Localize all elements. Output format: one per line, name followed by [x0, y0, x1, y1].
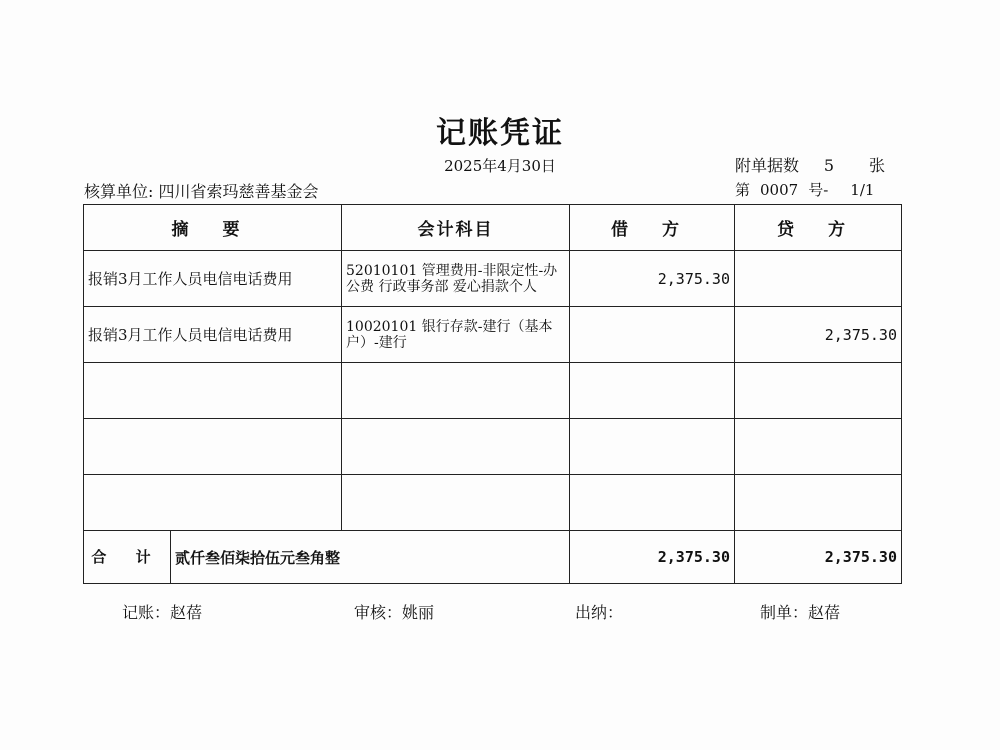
- empty-cell: [570, 475, 735, 531]
- entry-credit: [735, 251, 902, 307]
- voucher-number-value: 0007: [760, 181, 799, 199]
- empty-cell: [735, 419, 902, 475]
- footer-preparer: 制单：赵蓓: [760, 603, 841, 622]
- voucher-number-suffix: 号-: [808, 181, 829, 199]
- entry-account: 10020101 银行存款-建行（基本户）-建行: [342, 307, 570, 363]
- footer-bookkeeper: 记账：赵蓓: [122, 603, 203, 622]
- empty-cell: [84, 419, 342, 475]
- header-account: 会计科目: [342, 205, 570, 251]
- empty-cell: [735, 475, 902, 531]
- table-row: [84, 251, 902, 307]
- empty-cell: [570, 419, 735, 475]
- entry-summary: 报销3月工作人员电信电话费用: [84, 307, 342, 363]
- entry-debit: 2,375.30: [570, 251, 735, 307]
- empty-row: [84, 363, 902, 419]
- header-debit: 借 方: [570, 205, 735, 251]
- total-amount-in-words: 贰仟叁佰柒拾伍元叁角整: [175, 548, 341, 567]
- table-row: [84, 307, 902, 363]
- empty-row: [84, 475, 902, 531]
- attachment-label: 附单据数: [735, 156, 800, 175]
- attachment-count: [735, 153, 885, 176]
- accounting-unit-label: 核算单位:: [84, 182, 154, 201]
- empty-cell: [84, 475, 342, 531]
- empty-cell: [342, 475, 570, 531]
- attachment-number: 5: [823, 156, 835, 175]
- empty-cell: [342, 363, 570, 419]
- empty-cell: [84, 363, 342, 419]
- voucher-title: 记账凭证: [436, 116, 564, 151]
- empty-cell: [342, 419, 570, 475]
- total-credit: 2,375.30: [735, 531, 902, 584]
- accounting-unit: [84, 179, 319, 202]
- voucher-table: [83, 204, 902, 584]
- table-header-row: [84, 205, 902, 251]
- total-words-cell: [84, 531, 570, 584]
- entry-summary: 报销3月工作人员电信电话费用: [84, 251, 342, 307]
- voucher-date: 2025年4月30日: [444, 157, 556, 175]
- entry-debit: [570, 307, 735, 363]
- footer-reviewer: 审核：姚丽: [354, 603, 435, 622]
- entry-account: 52010101 管理费用-非限定性-办公费 行政事务部 爱心捐款个人: [342, 251, 570, 307]
- empty-row: [84, 419, 902, 475]
- total-debit: 2,375.30: [570, 531, 735, 584]
- empty-cell: [735, 363, 902, 419]
- voucher-page: 1/1: [850, 181, 875, 199]
- attachment-unit: 张: [869, 156, 886, 175]
- total-label: 合 计: [84, 531, 171, 583]
- total-row: [84, 531, 902, 584]
- header-credit: 贷 方: [735, 205, 902, 251]
- voucher-number-prefix: 第: [735, 181, 751, 199]
- voucher-number: [735, 179, 874, 200]
- footer-cashier: 出纳：: [575, 603, 624, 622]
- header-summary: 摘 要: [84, 205, 342, 251]
- accounting-unit-value: 四川省索玛慈善基金会: [158, 182, 319, 201]
- empty-cell: [570, 363, 735, 419]
- entry-credit: 2,375.30: [735, 307, 902, 363]
